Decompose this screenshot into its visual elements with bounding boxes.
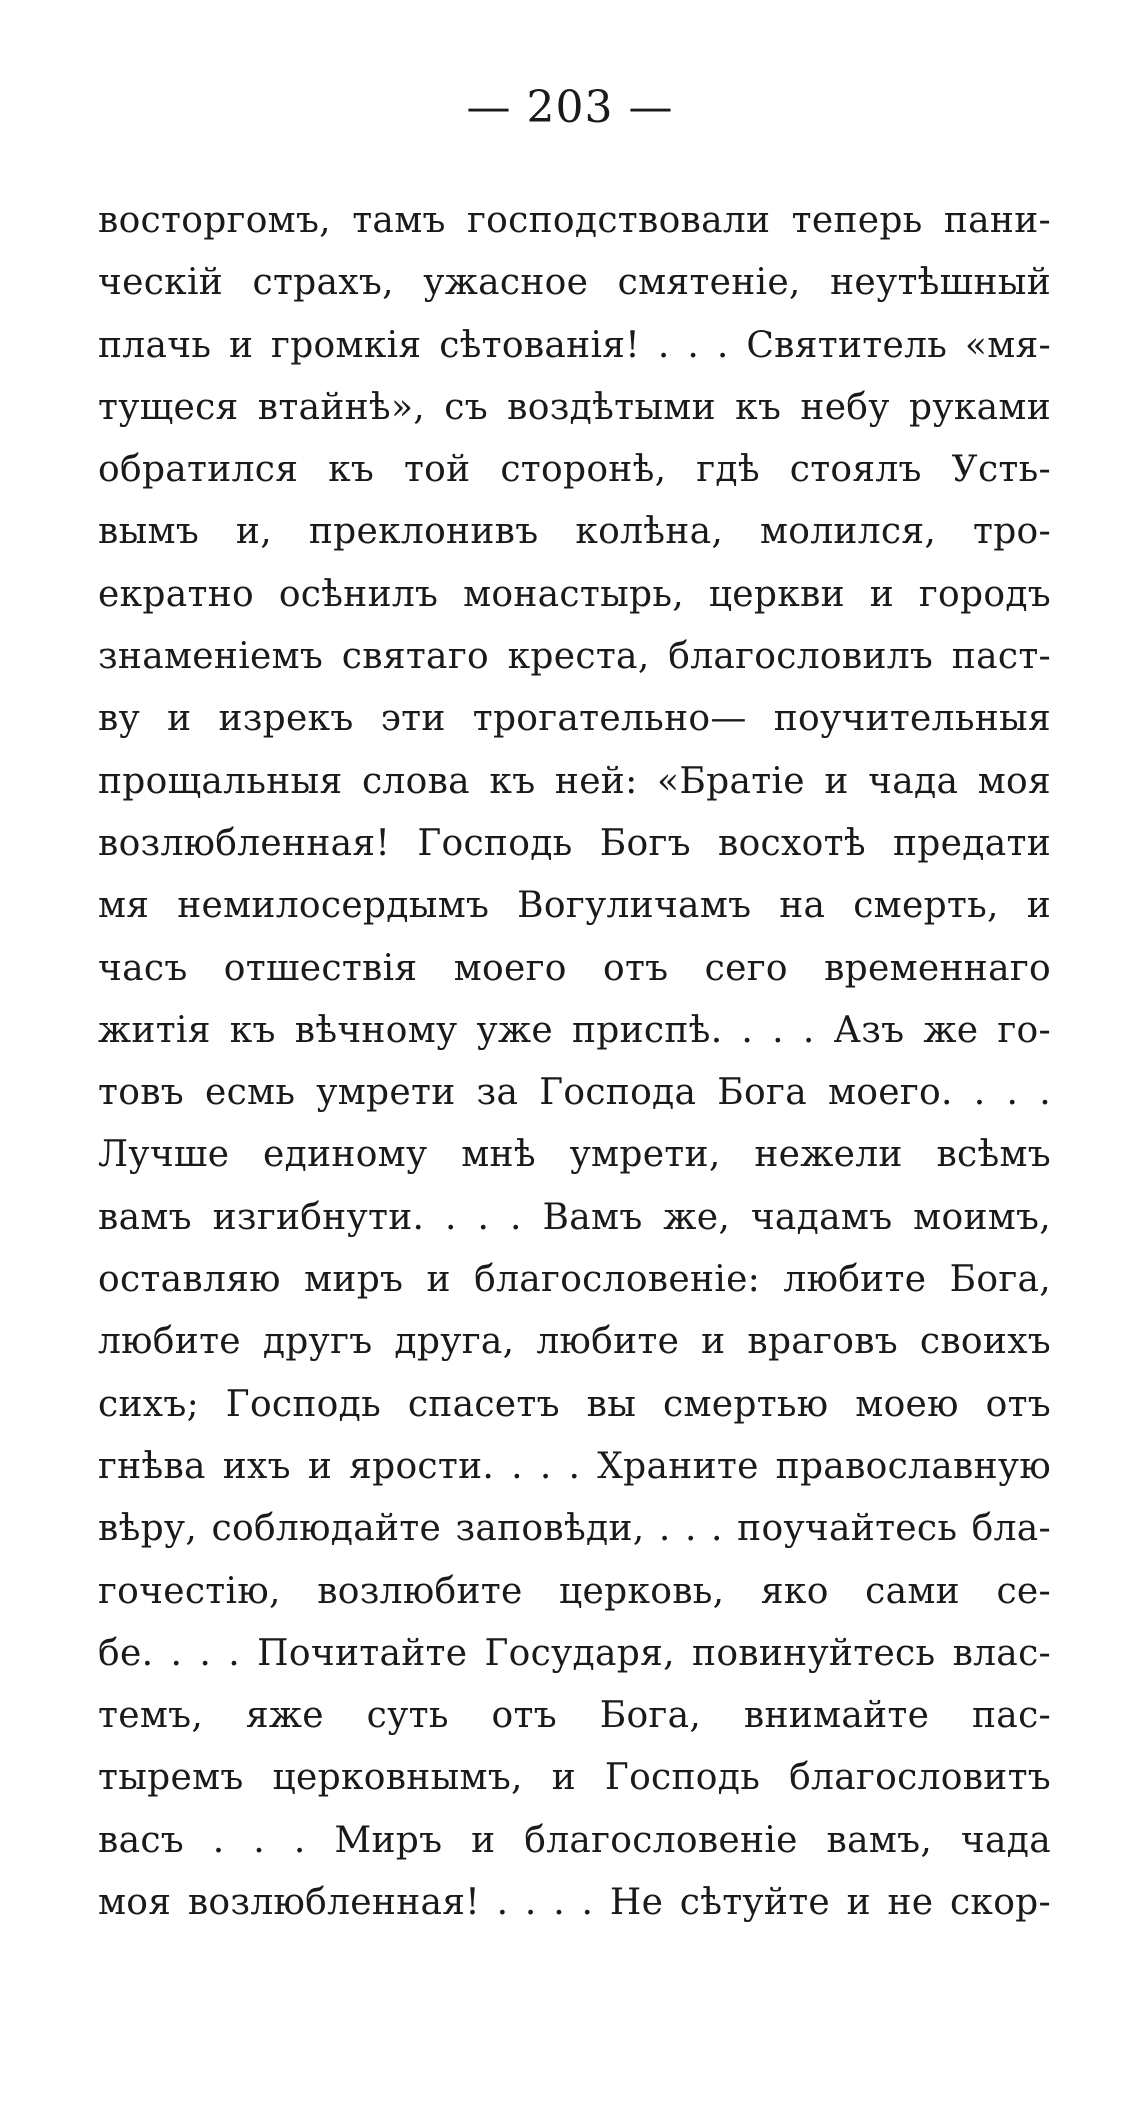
text-line: Лучше единому мнѣ умрети, нежели всѣмъ xyxy=(98,1134,1051,1176)
text-line: прощальныя слова къ ней: «Братіе и чада моя xyxy=(98,760,1051,802)
text-line: ческій страхъ, ужасное смятеніе, неутѣшный xyxy=(98,262,1051,304)
page-number: — 203 — xyxy=(466,82,674,133)
text-line: тыремъ церковнымъ, и Господь благословитъ xyxy=(98,1757,1051,1799)
text-line: мя немилосердымъ Вогуличамъ на смерть, и xyxy=(98,885,1051,927)
text-line: темъ, яже суть отъ Бога, внимайте пас- xyxy=(98,1695,1051,1737)
text-line: гнѣва ихъ и ярости. . . . Храните православную xyxy=(98,1445,1051,1487)
text-line: тущеся втайнѣ», съ воздѣтыми къ небу руками xyxy=(98,386,1051,428)
text-line: любите другъ друга, любите и враговъ своихъ xyxy=(98,1321,1051,1363)
text-line: сихъ; Господь спасетъ вы смертью моею отъ xyxy=(98,1383,1051,1425)
text-line: вамъ изгибнути. . . . Вамъ же, чадамъ моимъ, xyxy=(98,1196,1051,1238)
text-line: плачь и громкія сѣтованія! . . . Святитель «мя- xyxy=(98,324,1051,366)
text-line: часъ отшествія моего отъ сего временнаго xyxy=(98,947,1051,989)
text-line: бе. . . . Почитайте Государя, повинуйтесь влас- xyxy=(98,1632,1051,1674)
text-line: вѣру, соблюдайте заповѣди, . . . поучайтесь бла- xyxy=(98,1508,1051,1550)
text-line: ву и изрекъ эти трогательно— поучительныя xyxy=(98,698,1051,740)
text-line: гочестію, возлюбите церковь, яко сами се- xyxy=(98,1570,1051,1612)
text-line: вымъ и, преклонивъ колѣна, молился, тро- xyxy=(98,511,1051,553)
text-line: моя возлюбленная! . . . . Не сѣтуйте и не скор- xyxy=(98,1882,1051,1924)
text-line: васъ . . . Миръ и благословеніе вамъ, чада xyxy=(98,1819,1051,1861)
text-line: возлюбленная! Господь Богъ восхотѣ предати xyxy=(98,822,1051,864)
text-line: екратно осѣнилъ монастырь, церкви и городъ xyxy=(98,573,1051,615)
text-line: знаменіемъ святаго креста, благословилъ паст- xyxy=(98,636,1051,678)
body-text xyxy=(98,190,1051,1934)
text-line: житія къ вѣчному уже приспѣ. . . . Азъ же го- xyxy=(98,1009,1051,1051)
text-line: обратился къ той сторонѣ, гдѣ стоялъ Усть- xyxy=(98,449,1051,491)
text-line: восторгомъ, тамъ господствовали теперь пани- xyxy=(98,200,1051,241)
text-line: товъ есмь умрети за Господа Бога моего. . . . xyxy=(98,1072,1051,1114)
text-line: оставляю миръ и благословеніе: любите Бога, xyxy=(98,1259,1051,1301)
